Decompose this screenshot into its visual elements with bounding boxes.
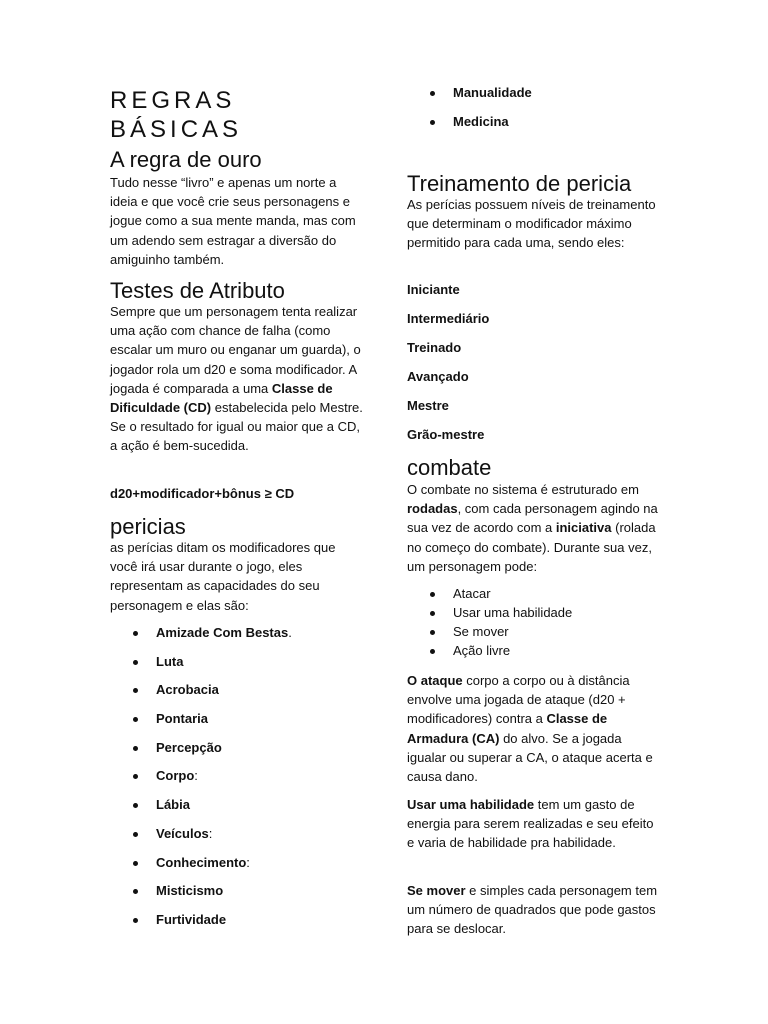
combat-action-item: Usar uma habilidade (407, 605, 659, 621)
skill-suffix: : (246, 854, 250, 870)
skill-item (110, 855, 368, 871)
skill-item (110, 625, 368, 641)
golden-rule-heading: A regra de ouro (110, 147, 262, 172)
skills-heading: pericias (110, 514, 186, 539)
armor-class-term: Classe de Armadura (CA) (407, 711, 608, 746)
dice-formula (110, 484, 294, 503)
training-level: Grão-mestre (407, 427, 485, 442)
skill-label: Veículos (156, 825, 209, 841)
skill-label: Amizade Com Bestas (156, 625, 289, 640)
combat-action-item: Se mover (407, 624, 659, 640)
combat-action-item: Atacar (407, 586, 659, 602)
training-level: Iniciante (407, 282, 460, 297)
combat-heading: combate (407, 455, 492, 480)
ability-paragraph (407, 795, 659, 853)
skill-label: Conhecimento (156, 854, 247, 870)
skill-item (110, 654, 368, 670)
skill-item (407, 114, 659, 130)
training-level: Intermediário (407, 311, 490, 326)
skill-label: Luta (156, 653, 184, 669)
training-text: As perícias possuem níveis de treinamento que determinam o modificador máximo permitido para cada uma, sendo eles: (407, 197, 656, 251)
move-term: Se mover (407, 883, 466, 898)
skill-item (110, 883, 368, 899)
attribute-tests-text-part: estabelecida pelo Mestre. Se o resultado for igual ou maior que a CD, a ação é bem-sucedida. (110, 400, 363, 454)
skill-label: Manualidade (453, 85, 532, 100)
training-heading: Treinamento de pericia (407, 171, 632, 196)
rounds-term: rodadas (407, 501, 458, 517)
training-level: Avançado (407, 369, 469, 384)
skill-item (110, 912, 368, 928)
ability-text-part: tem um gasto de energia para serem realizadas e seu efeito e varia de habilidade pra habilidade. (407, 797, 654, 851)
combat-intro-part: (rolada no começo do combate). Durante sua vez, um personagem pode: (407, 520, 656, 574)
move-paragraph (407, 881, 659, 939)
attribute-tests-text-part: Sempre que um personagem tenta realizar uma ação com chance de falha (como escalar um muro ou enganar um guarda), o jogador rola um d20 e soma modificador. A jogada é comparada a uma (110, 304, 361, 396)
skill-label: Medicina (453, 114, 509, 129)
combat-action-item: Ação livre (407, 643, 659, 659)
skill-suffix: : (194, 768, 198, 784)
dice-formula-text: d20+modificador+bônus ≥ CD (110, 486, 295, 501)
skill-label: Pontaria (156, 711, 209, 727)
attack-text-part: corpo a corpo ou à distância envolve uma jogada de ataque (d20 + modificadores) contra a (407, 673, 630, 727)
skill-label: Acrobacia (156, 682, 219, 698)
combat-intro-part: , com cada personagem agindo na sua vez de acordo com a (407, 501, 658, 536)
page-title: REGRAS BÁSICAS (110, 87, 243, 143)
move-text-part: e simples cada personagem tem um número de quadrados que pode gastos para se deslocar. (407, 883, 658, 937)
skill-suffix: . (288, 625, 292, 640)
training-level: Treinado (407, 340, 462, 355)
skill-label: Corpo (156, 768, 195, 784)
skills-text: as perícias ditam os modificadores que você irá usar durante o jogo, eles representam as capacidades do seu personagem e elas são: (110, 540, 336, 613)
golden-rule-text: Tudo nesse “livro” e apenas um norte a ideia e que você crie seus personagens e jogue como a sua mente manda, mas com um adendo sem estragar a diversão do amiguinho também. (110, 175, 356, 267)
skills-list-continued (407, 85, 659, 143)
attack-paragraph (407, 671, 659, 786)
difficulty-class-term: Classe de Dificuldade (CD) (110, 380, 333, 416)
skill-label: Percepção (156, 739, 222, 755)
skill-label: Lábia (156, 797, 190, 813)
attack-term: O ataque (407, 673, 463, 688)
attribute-tests-text (110, 302, 366, 456)
initiative-term: iniciativa (555, 520, 612, 536)
attack-text-part: do alvo. Se a jogada igualar ou superar a CA, o ataque acerta e causa dano. (407, 730, 653, 785)
skill-item (110, 740, 368, 756)
skill-item (110, 711, 368, 727)
combat-intro-part: O combate no sistema é estruturado em (407, 482, 639, 497)
skill-item (110, 826, 368, 842)
combat-intro (407, 480, 659, 576)
ability-term: Usar uma habilidade (407, 797, 535, 812)
skills-list (110, 625, 368, 941)
training-level: Mestre (407, 398, 449, 413)
skill-item (110, 682, 368, 698)
skill-item (110, 797, 368, 813)
skill-suffix: : (208, 825, 213, 841)
skill-label: Misticismo (156, 883, 224, 899)
skill-item (407, 85, 659, 101)
attribute-tests-heading: Testes de Atributo (110, 278, 285, 303)
skill-label: Furtividade (156, 911, 227, 927)
skill-item (110, 768, 368, 784)
combat-actions-list (407, 586, 659, 662)
